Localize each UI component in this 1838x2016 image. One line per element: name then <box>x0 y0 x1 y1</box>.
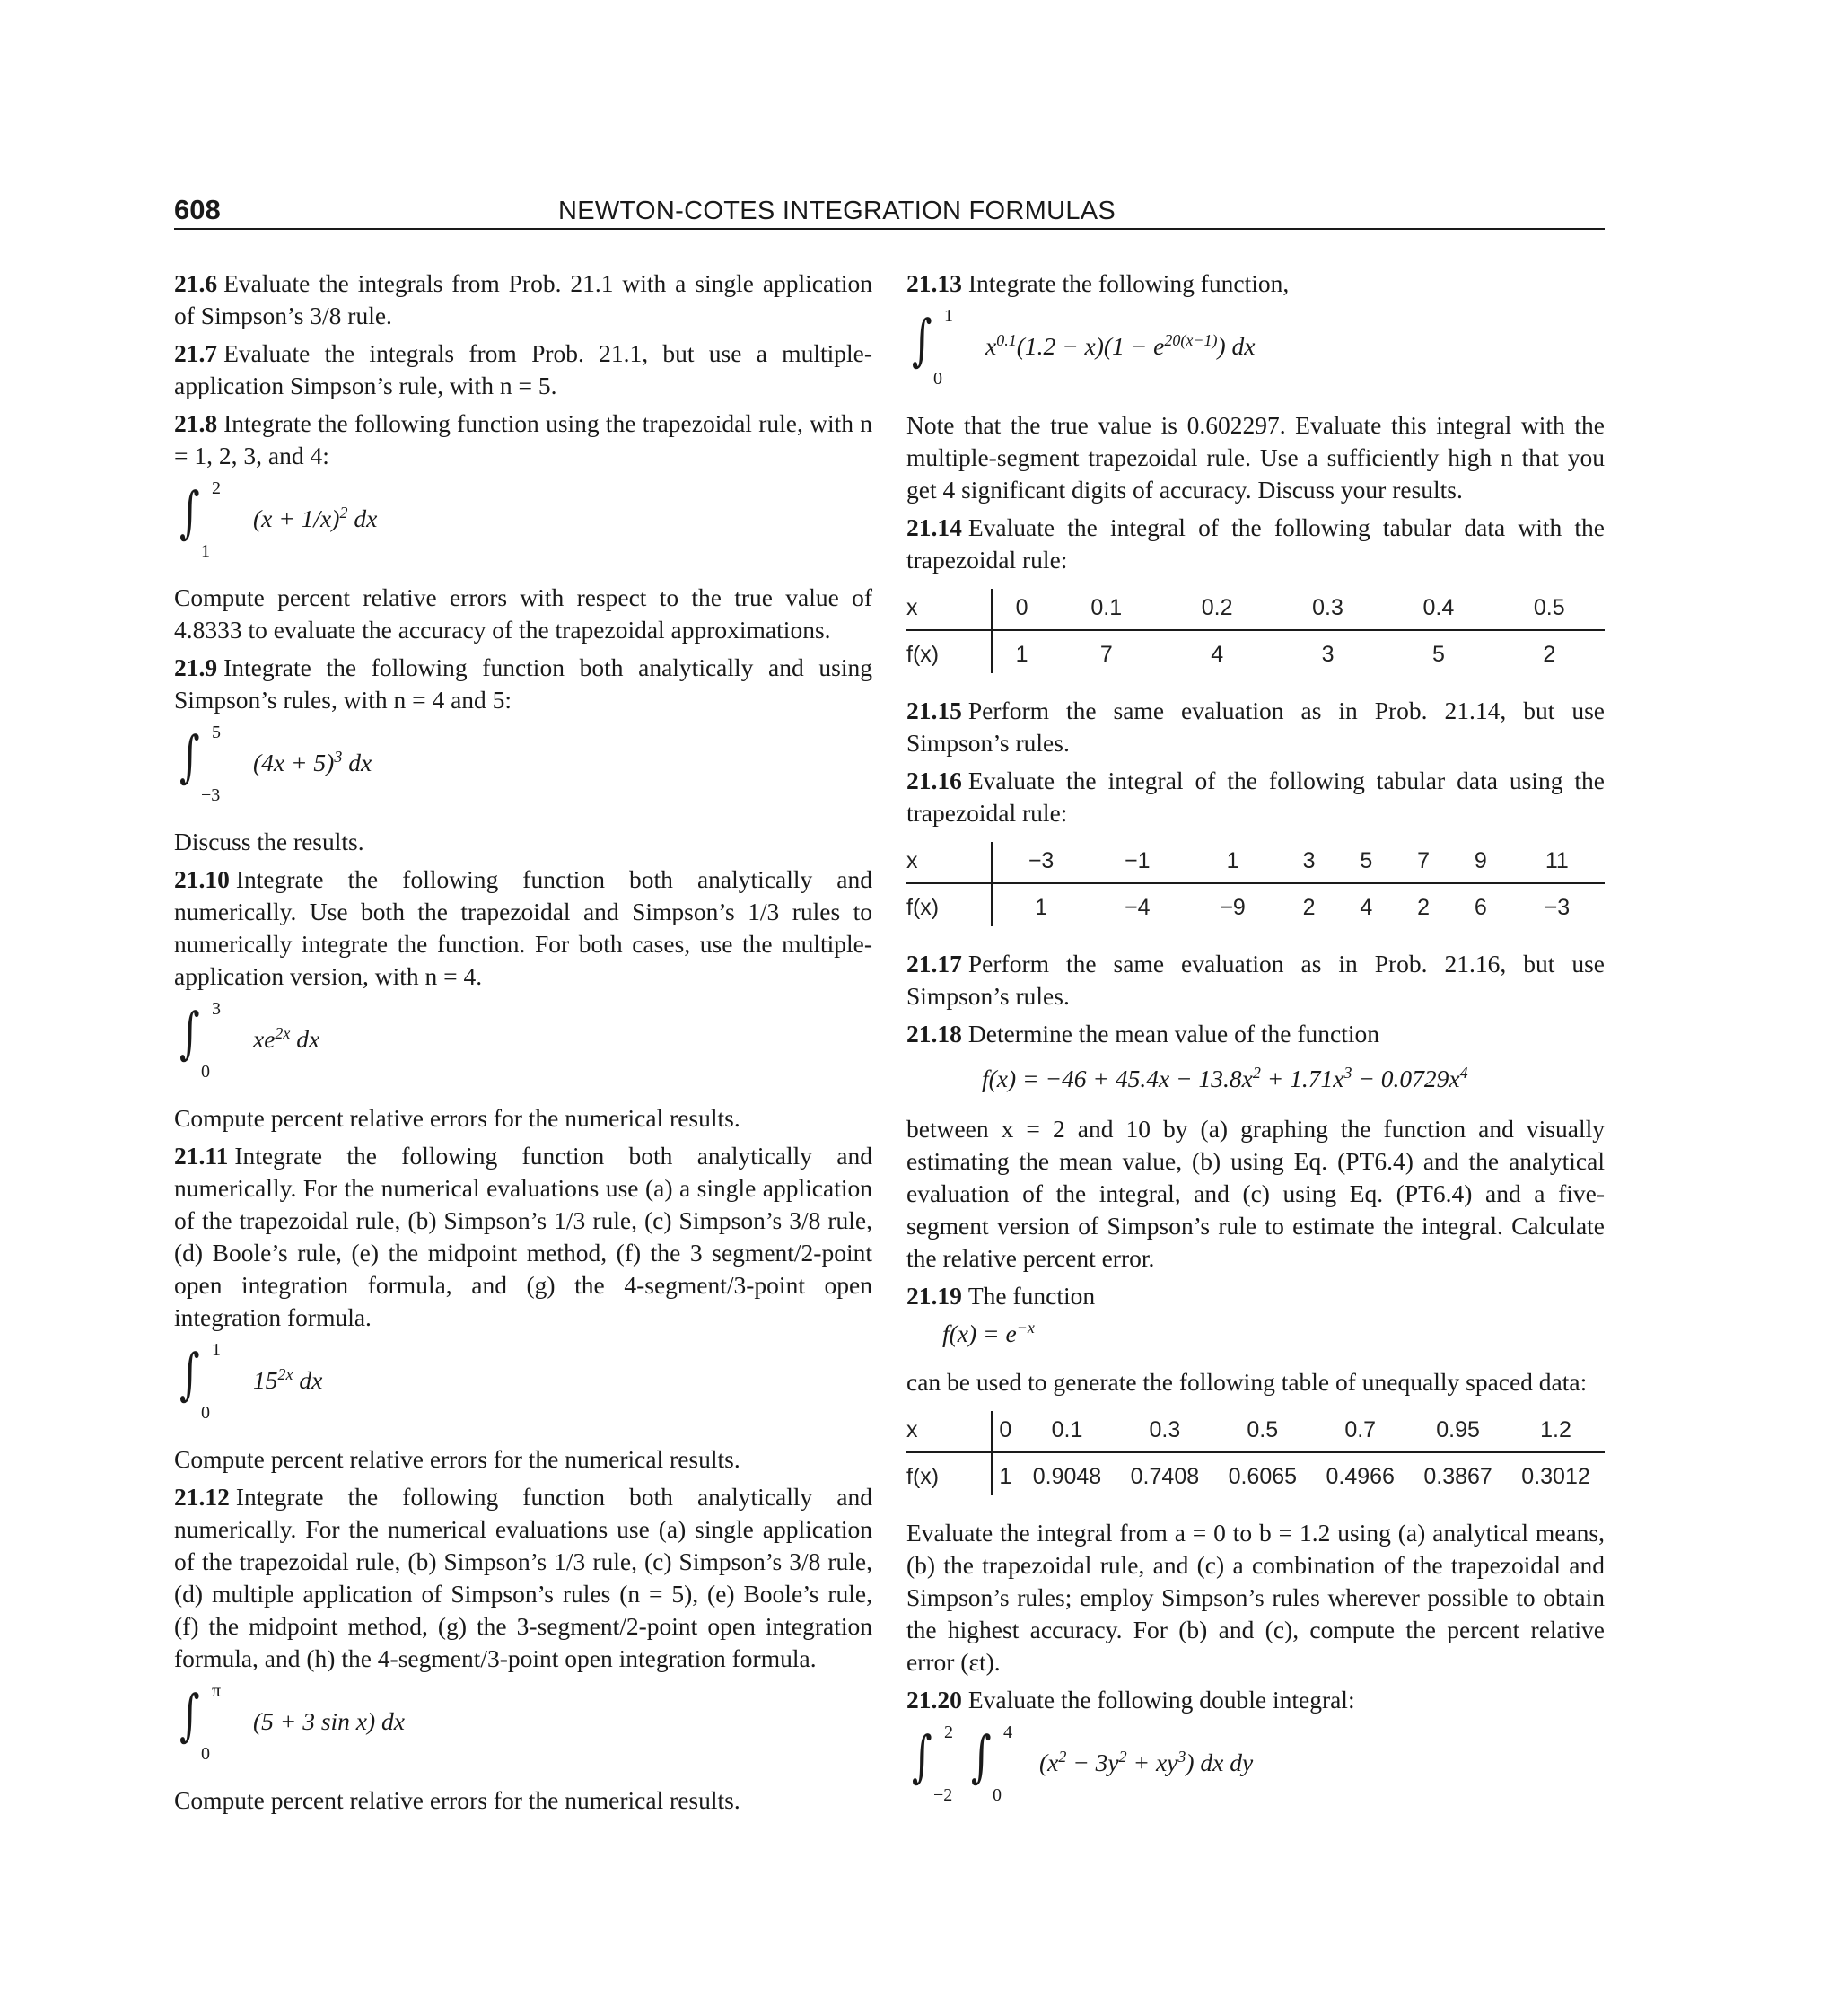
problem-21-10 <box>174 863 872 993</box>
page-header <box>174 190 1605 230</box>
double-integral-21-20 <box>906 1723 1605 1822</box>
problem-21-19-after: Evaluate the integral from a = 0 to b = 1.2 using (a) analytical means, (b) the trapezoidal rule, and (c) a combination of the trapezoidal and Simpson’s rules; employ Simpson’s rules wherever possible to obtain the highest accuracy. For (b) and (c), compute the percent relative error (εt). <box>906 1519 1605 1676</box>
integral-sign: ∫ <box>179 1000 200 1065</box>
lower-limit: −3 <box>201 785 221 805</box>
problem-21-8 <box>174 408 872 472</box>
table-cell: 4 <box>1360 895 1373 920</box>
integral-21-10 <box>174 1000 872 1090</box>
table-row-f <box>906 1452 1605 1495</box>
integral-sign: ∫ <box>971 1723 992 1789</box>
table-row-x <box>906 842 1605 883</box>
integral-sign: ∫ <box>179 479 200 545</box>
problem-text: Integrate the following function both analytically and numerically. For the numerical evaluations use (a) single application of the trapezoidal rule, (b) Simpson’s 1/3 rule, (c) Simpson’s 3/8 rule, (d) multiple application of Simpson’s rules (n = 5), (e) Boole’s rule, (f) the midpoint method, (g) the 3-segment/2-point open integration formula, and (h) the 4-segment/3-point open integration formula. <box>174 1483 872 1672</box>
integral-sign: ∫ <box>179 723 200 789</box>
table-row-f <box>906 883 1605 926</box>
table-cell: 0.5 <box>1494 589 1605 630</box>
problem-21-6 <box>174 267 872 332</box>
lower-limit: 1 <box>201 541 210 561</box>
table-cell: 0 <box>992 1411 1019 1452</box>
table-cell: 0.4 <box>1383 589 1493 630</box>
problem-21-13-after: Note that the true value is 0.602297. Evaluate this integral with the multiple-segment trapezoidal rule. Use a sufficiently high n that you get 4 significant digits of accuracy. Discuss your results. <box>906 411 1605 504</box>
problem-21-10-after: Compute percent relative errors for the numerical results. <box>174 1104 740 1132</box>
problem-21-18 <box>906 1018 1605 1050</box>
table-cell: 2 <box>1543 642 1556 667</box>
integral-21-12 <box>174 1682 872 1772</box>
problem-text: Integrate the following function, <box>967 269 1290 297</box>
row-label: f(x) <box>906 883 992 926</box>
table-cell: 1 <box>1015 642 1028 667</box>
table-row-f <box>906 630 1605 673</box>
problem-number: 21.17 <box>906 950 962 977</box>
problem-number: 21.7 <box>174 339 218 367</box>
table-cell: 0.1 <box>1051 589 1161 630</box>
problem-text: Evaluate the integrals from Prob. 21.1 with a single application of Simpson’s 3/8 rule. <box>174 269 872 329</box>
lower-limit: 0 <box>933 369 942 389</box>
running-title: NEWTON-COTES INTEGRATION FORMULAS <box>558 197 1116 225</box>
data-table-21-16 <box>906 842 1605 926</box>
table-cell: 0 <box>992 589 1051 630</box>
table-cell: 0.95 <box>1409 1411 1507 1452</box>
upper-limit: π <box>212 1681 222 1701</box>
problem-text: Integrate the following function both analytically and numerically. Use both the trapezoidal and Simpson’s 1/3 rules to numerically integrate the function. For both cases, use the multiple-application version, with n = 4. <box>174 865 872 990</box>
table-cell: 1 <box>1185 842 1280 883</box>
table-cell: 0.9048 <box>1032 1464 1102 1489</box>
row-label: x <box>906 1411 992 1452</box>
problem-21-17 <box>906 948 1605 1012</box>
left-column <box>174 267 872 1822</box>
table-cell: 4 <box>1211 642 1224 667</box>
upper-limit: 2 <box>212 478 221 498</box>
table-cell: 0.4966 <box>1326 1464 1395 1489</box>
problem-number: 21.16 <box>906 767 962 794</box>
table-cell: −1 <box>1090 842 1185 883</box>
problem-number: 21.9 <box>174 653 218 681</box>
table-cell: 0.3 <box>1116 1411 1213 1452</box>
table-cell: −3 <box>992 842 1090 883</box>
lower-limit: 0 <box>201 1403 210 1423</box>
problem-21-12-after: Compute percent relative errors for the numerical results. <box>174 1786 740 1814</box>
problem-21-13 <box>906 267 1605 300</box>
table-cell: −3 <box>1544 895 1571 920</box>
table-cell: 6 <box>1474 895 1487 920</box>
page-number: 608 <box>174 194 221 225</box>
table-cell: −4 <box>1125 895 1151 920</box>
row-label: x <box>906 589 992 630</box>
problem-21-9-after: Discuss the results. <box>174 828 364 855</box>
data-table-21-14 <box>906 589 1605 673</box>
table-row-x <box>906 1411 1605 1452</box>
row-label: f(x) <box>906 1452 992 1495</box>
problem-21-11-after: Compute percent relative errors for the numerical results. <box>174 1445 740 1473</box>
upper-limit: 1 <box>212 1340 221 1360</box>
table-cell: 0.7408 <box>1130 1464 1200 1489</box>
problem-number: 21.19 <box>906 1282 962 1310</box>
right-column <box>906 267 1605 1835</box>
integrand: $xe^{2x}$ dx <box>253 1023 320 1053</box>
problem-text: Integrate the following function both analytically and using Simpson’s rules, with n = 4 and 5: <box>174 653 872 714</box>
problem-21-7 <box>174 337 872 402</box>
table-cell: 0.3 <box>1273 589 1383 630</box>
integral-sign: ∫ <box>179 1341 200 1407</box>
problem-number: 21.18 <box>906 1020 962 1047</box>
table-cell: 7 <box>1395 842 1452 883</box>
problem-text: Evaluate the integral of the following tabular data using the trapezoidal rule: <box>906 767 1605 827</box>
table-cell: 3 <box>1281 842 1338 883</box>
integral-21-13 <box>906 307 1605 397</box>
integrand: $(x^2 - 3y^2 + xy^3)$ dx dy <box>1039 1747 1254 1776</box>
integral-sign: ∫ <box>912 307 932 373</box>
integrand: $15^{2x}$ dx <box>253 1364 323 1394</box>
table-cell: 3 <box>1321 642 1335 667</box>
problem-number: 21.20 <box>906 1686 962 1714</box>
problem-text: Evaluate the integral of the following tabular data with the trapezoidal rule: <box>906 513 1605 574</box>
lower-limit: 0 <box>201 1062 210 1082</box>
table-cell: 9 <box>1452 842 1510 883</box>
problem-number: 21.14 <box>906 513 962 541</box>
table-cell: 1.2 <box>1507 1411 1605 1452</box>
table-cell: 5 <box>1431 642 1445 667</box>
problem-21-19 <box>906 1280 1605 1312</box>
table-cell: 0.7 <box>1311 1411 1409 1452</box>
problem-text: Determine the mean value of the function <box>967 1020 1380 1047</box>
equation-21-19: $f(x) = e^{-x}$ <box>942 1318 1035 1347</box>
equation-21-18: $f(x) = -46 + 45.4x - 13.8x^2 + 1.71x^3 - 0.0729x^4$ <box>982 1063 1468 1092</box>
upper-limit: 1 <box>944 306 953 326</box>
table-cell: 2 <box>1417 895 1431 920</box>
problem-21-11 <box>174 1140 872 1334</box>
problem-21-14 <box>906 512 1605 576</box>
table-cell: 2 <box>1302 895 1316 920</box>
table-cell: 1 <box>999 1464 1012 1489</box>
problem-21-19-mid: can be used to generate the following table of unequally spaced data: <box>906 1368 1588 1396</box>
problem-21-9 <box>174 652 872 716</box>
integrand: $(4x + 5)^3$ dx <box>253 747 372 776</box>
row-label: x <box>906 842 992 883</box>
row-label: f(x) <box>906 630 992 673</box>
problem-21-18-after: between x = 2 and 10 by (a) graphing the function and visually estimating the mean value, (b) using Eq. (PT6.4) and the analytical evaluation of the integral, and (c) using Eq. (PT6.4) and a five-segment version of Simpson’s rule to estimate the integral. Calculate the relative percent error. <box>906 1115 1605 1272</box>
integral-sign: ∫ <box>179 1682 200 1748</box>
table-cell: 11 <box>1510 842 1605 883</box>
problem-21-8-after: Compute percent relative errors with respect to the true value of 4.8333 to evaluate the accuracy of the trapezoidal approximations. <box>174 583 872 644</box>
problem-21-20 <box>906 1684 1605 1716</box>
table-cell: 0.3867 <box>1423 1464 1492 1489</box>
problem-text: The function <box>967 1282 1096 1310</box>
table-cell: 0.1 <box>1019 1411 1116 1452</box>
problem-text: Integrate the following function both analytically and numerically. For the numerical evaluations use (a) a single application of the trapezoidal rule, (b) Simpson’s 1/3 rule, (c) Simpson’s 3/8 rule, (d) Boole’s rule, (e) the midpoint method, (f) the 3 segment/2-point open integration formula, and (g) the 4-segment/3-point open integration formula. <box>174 1142 872 1331</box>
problem-number: 21.13 <box>906 269 962 297</box>
problem-text: Perform the same evaluation as in Prob. 21.14, but use Simpson’s rules. <box>906 697 1605 757</box>
problem-number: 21.15 <box>906 697 962 724</box>
table-cell: 0.5 <box>1213 1411 1311 1452</box>
problem-text: Perform the same evaluation as in Prob. 21.16, but use Simpson’s rules. <box>906 950 1605 1010</box>
upper-limit: 5 <box>212 723 221 742</box>
problem-number: 21.10 <box>174 865 230 893</box>
problem-21-16 <box>906 765 1605 829</box>
table-cell: 0.3012 <box>1521 1464 1590 1489</box>
table-cell: 1 <box>1035 895 1048 920</box>
problem-number: 21.6 <box>174 269 218 297</box>
integrand: $(x + 1/x)^2$ dx <box>253 503 378 532</box>
integral-21-9 <box>174 723 872 813</box>
table-cell: 5 <box>1337 842 1395 883</box>
table-cell: −9 <box>1220 895 1246 920</box>
integrand: $x^{0.1}(1.2 - x)(1 - e^{20(x-1)})$ dx <box>985 330 1256 360</box>
integral-21-8 <box>174 479 872 569</box>
upper-limit: 4 <box>1003 1722 1012 1742</box>
problem-text: Evaluate the following double integral: <box>967 1686 1355 1714</box>
problem-21-12 <box>174 1481 872 1675</box>
problem-number: 21.11 <box>174 1142 229 1170</box>
table-cell: 7 <box>1099 642 1113 667</box>
integrand: (5 + 3 sin x) dx <box>253 1707 406 1735</box>
lower-limit: 0 <box>993 1785 1002 1805</box>
upper-limit: 2 <box>944 1722 953 1742</box>
table-cell: 0.2 <box>1161 589 1272 630</box>
problem-21-15 <box>906 695 1605 759</box>
data-table-21-19 <box>906 1411 1605 1495</box>
problem-text: Evaluate the integrals from Prob. 21.1, but use a multiple-application Simpson’s rule, with n = 5. <box>174 339 872 399</box>
lower-limit: 0 <box>201 1744 210 1764</box>
problem-number: 21.8 <box>174 409 218 437</box>
problem-number: 21.12 <box>174 1483 230 1511</box>
lower-limit: −2 <box>933 1785 953 1805</box>
integral-21-11 <box>174 1341 872 1431</box>
problem-text: Integrate the following function using the trapezoidal rule, with n = 1, 2, 3, and 4: <box>174 409 872 469</box>
table-cell: 0.6065 <box>1228 1464 1298 1489</box>
integral-sign: ∫ <box>912 1723 932 1789</box>
upper-limit: 3 <box>212 999 221 1019</box>
table-row-x <box>906 589 1605 630</box>
